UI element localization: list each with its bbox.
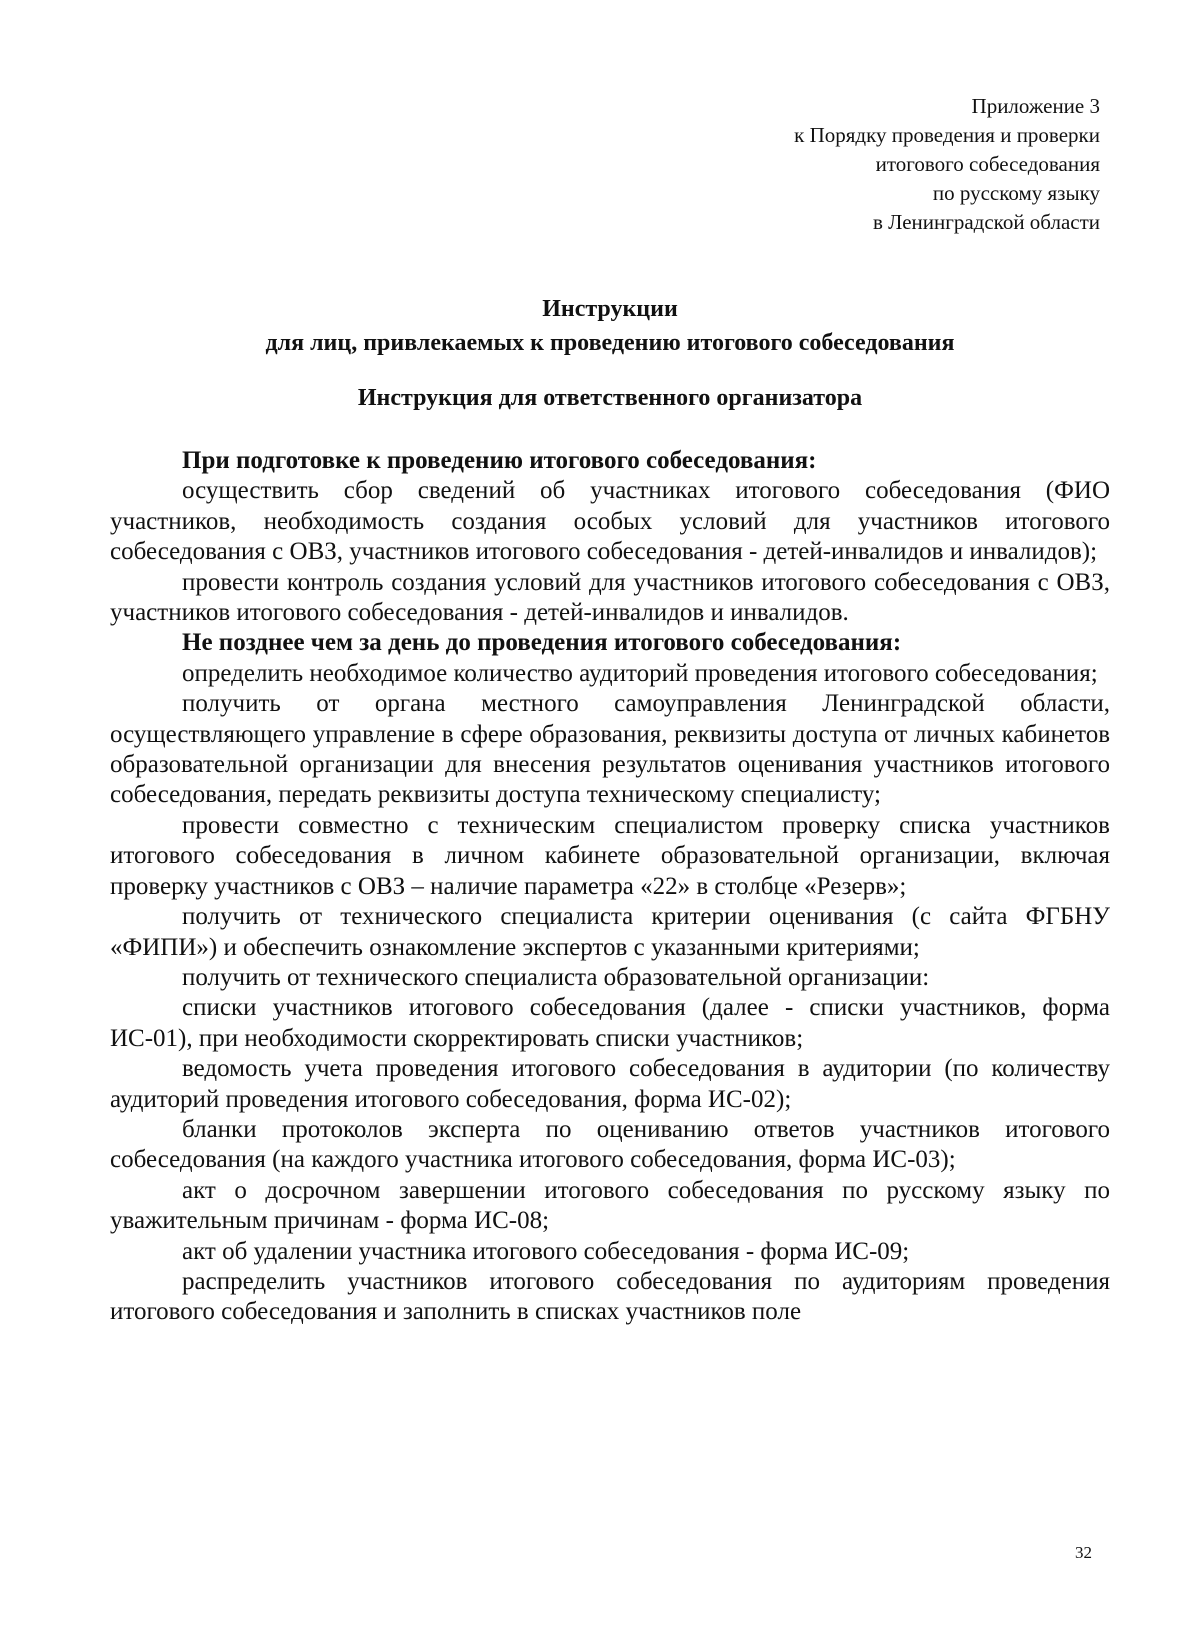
appendix-line: по русскому языку: [932, 181, 1100, 205]
appendix-line: к Порядку проведения и проверки: [794, 123, 1100, 147]
appendix-line: итогового собеседования: [875, 152, 1100, 176]
section-heading: Не позднее чем за день до проведения итогового собеседования:: [182, 629, 902, 657]
appendix-note: [794, 92, 1100, 237]
section-title: Инструкция для ответственного организатора: [357, 385, 863, 411]
page-number: 32: [1075, 1543, 1092, 1562]
paragraph: провести контроль создания условий для участников итогового собеседования с ОВЗ, участников итогового собеседования - детей-инвалидов и инвалидов.: [110, 568, 1110, 627]
paragraph: акт о досрочном завершении итогового собеседования по русскому языку по уважительным причинам - форма ИС-08;: [110, 1176, 1110, 1235]
appendix-line: в Ленинградской области: [872, 210, 1100, 234]
paragraph: осуществить сбор сведений об участниках итогового собеседования (ФИО участников, необходимость создания особых условий для участников итогового собеседования с ОВЗ, участников итогового собеседования - детей-инвалидов и инвалидов);: [110, 477, 1110, 566]
paragraph: ведомость учета проведения итогового собеседования в аудитории (по количеству аудиторий проведения итогового собеседования, форма ИС-02);: [110, 1055, 1110, 1113]
document-title: [110, 292, 1110, 360]
paragraph: получить от технического специалиста критерии оценивания (с сайта ФГБНУ «ФИПИ») и обеспечить ознакомление экспертов с указанными критериями;: [110, 903, 1110, 961]
appendix-line: Приложение 3: [971, 94, 1100, 118]
document-body: [110, 446, 1110, 1328]
paragraph: акт об удалении участника итогового собеседования - форма ИС-09;: [182, 1237, 910, 1265]
paragraph: получить от органа местного самоуправления Ленинградской области, осуществляющего управление в сфере образования, реквизиты доступа от личных кабинетов образовательной организации для внесения результатов оценивания участников итогового собеседования, передать реквизиты доступа техническому специалисту;: [110, 690, 1110, 809]
title-line-1: Инструкции: [542, 296, 678, 322]
paragraph: бланки протоколов эксперта по оцениванию ответов участников итогового собеседования (на каждого участника итогового собеседования, форма ИС-03);: [110, 1115, 1110, 1174]
paragraph: получить от технического специалиста образовательной организации:: [182, 963, 930, 991]
section-heading: При подготовке к проведению итогового собеседования:: [182, 447, 817, 474]
paragraph: списки участников итогового собеседования (далее - списки участников, форма ИС-01), при необходимости скорректировать списки участников;: [110, 994, 1110, 1052]
paragraph: провести совместно с техническим специалистом проверку списка участников итогового собеседования в личном кабинете образовательной организации, включая проверку участников с ОВЗ – наличие параметра «22» в столбце «Резерв»;: [110, 811, 1110, 900]
title-line-2: для лиц, привлекаемых к проведению итогового собеседования: [265, 330, 955, 356]
paragraph: определить необходимое количество аудиторий проведения итогового собеседования;: [182, 659, 1098, 687]
paragraph: распределить участников итогового собеседования по аудиториям проведения итогового собеседования и заполнить в списках участников поле: [110, 1267, 1110, 1326]
